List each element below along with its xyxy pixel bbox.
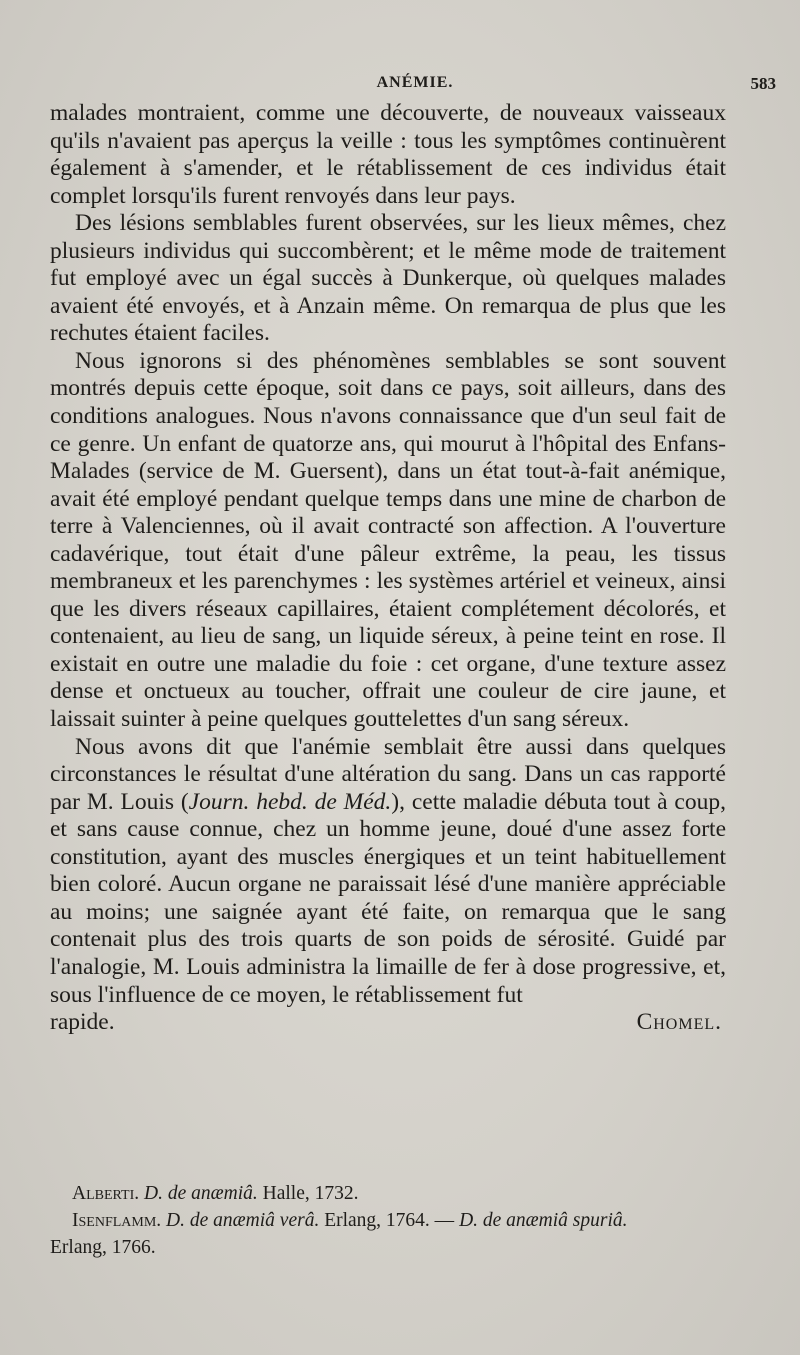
paragraph-4-part-2: ), cette maladie débuta tout à coup, et sans cause connue, chez un homme jeune, doué d'une assez forte constitution, ayant des muscles énergiques et un teint habituellement bien coloré. Aucun organe ne paraissait lésé d'une manière appréciable au moins; une saignée ayant été faite, on remarqua que le sang contenait plus des trois quarts de son poids de sérosité. Guidé par l'analogie, M. Louis administra la limaille de fer à dose progressive, et, sous l'influence de ce moyen, le rétablissement fut — [50, 788, 726, 1008]
paragraph-4-part-1: Nous avons dit que l'anémie semblait être aussi dans quelques circonstances le résultat d'une altération du sang. Dans un cas rapporté par M. Louis ( — [50, 733, 726, 815]
bibliography-details: Halle, 1732. — [262, 1183, 359, 1204]
bibliography-entry — [50, 1180, 740, 1207]
author-signature: Chomel. — [636, 1009, 722, 1036]
paragraph-2: Des lésions semblables furent observées, sur les lieux mêmes, chez plusieurs individus qui succombèrent; et le même mode de traitement fut employé avec un égal succès à Dunkerque, où quelques malades avaient été envoyés, et à Anzain même. On remarqua de plus que les rechutes étaient faciles. — [50, 210, 726, 347]
running-head: ANÉMIE. — [376, 74, 454, 91]
bibliography-title-2: D. de anæmiâ spuriâ. — [459, 1210, 628, 1231]
journal-citation: Journ. hebd. de Méd. — [188, 788, 392, 815]
paragraph-1: malades montraient, comme une découverte, de nouveaux vaisseaux qu'ils n'avaient pas aperçus la veille : tous les symptômes continuèrent également à s'amender, et le rétablissement de ces individus était complet lorsqu'ils furent renvoyés dans leur pays. — [50, 100, 726, 209]
bibliography-title: D. de anæmiâ. — [144, 1183, 258, 1204]
bibliography-author: Isenflamm. — [72, 1210, 162, 1231]
paragraph-4-last-word: rapide. — [50, 1009, 115, 1036]
bibliography-entry — [50, 1207, 740, 1234]
body-text — [50, 100, 726, 1037]
bibliography-author: Alberti. — [72, 1183, 140, 1204]
paragraph-3: Nous ignorons si des phénomènes semblables se sont souvent montrés depuis cette époque, soit dans ce pays, soit ailleurs, dans des conditions analogues. Nous n'avons connaissance que d'un seul fait de ce genre. Un enfant de quatorze ans, qui mourut à l'hôpital des Enfans-Malades (service de M. Guersent), dans un état tout-à-fait anémique, avait été employé pendant quelque temps dans une mine de charbon de terre à Valenciennes, où il avait contracté son affection. A l'ouverture cadavérique, tout était d'une pâleur extrême, la peau, les tissus membraneux et les parenchymes : les systèmes artériel et veineux, ainsi que les divers réseaux capillaires, étaient complétement décolorés, et contenaient, au lieu de sang, un liquide séreux, à peine teint en rose. Il existait en outre une maladie du foie : cet organe, d'une texture assez dense et onctueux au toucher, offrait une couleur de cire jaune, et laissait suinter à peine quelques gouttelettes d'un sang séreux. — [50, 347, 726, 733]
page-number: 583 — [750, 74, 776, 93]
bibliography-title: D. de anæmiâ verâ. — [166, 1210, 320, 1231]
bibliography-continuation: Erlang, 1766. — [50, 1237, 156, 1258]
paragraph-4 — [50, 734, 726, 1009]
bibliography-details: Erlang, 1764. — — [324, 1210, 455, 1231]
bibliography — [50, 1180, 740, 1261]
signature-line — [50, 1009, 726, 1037]
